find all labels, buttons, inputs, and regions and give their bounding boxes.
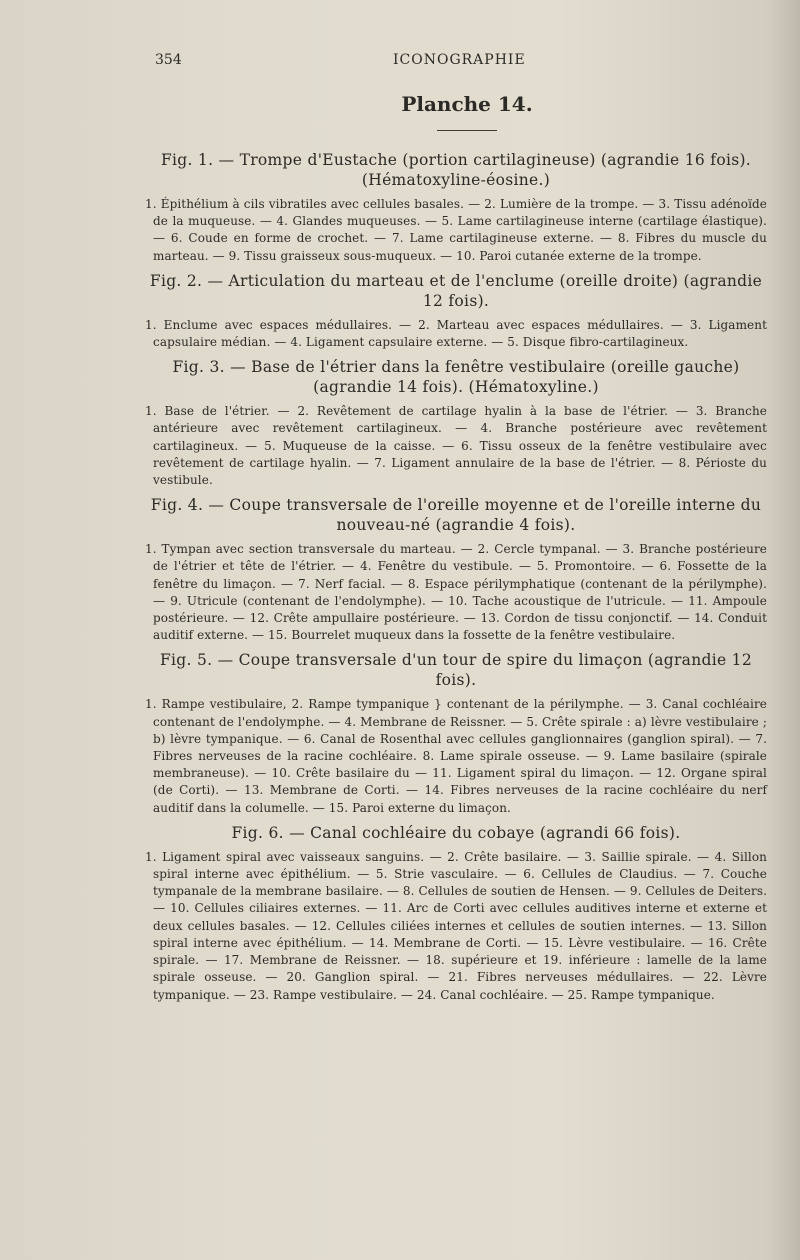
- title-divider: [437, 130, 497, 131]
- figure-heading: Fig. 4. — Coupe transversale de l'oreille moyenne et de l'oreille interne du nouveau-né (agrandie 4 fois).: [150, 496, 762, 535]
- figure-description: 1. Ligament spiral avec vaisseaux sanguins. — 2. Crête basilaire. — 3. Saillie spirale. — 4. Sillon spiral interne avec épithélium. — 5. Strie vasculaire. — 6. Cellules de Claudius. — 7. Couche tympanale de la membrane basilaire. — 8. Cellules de soutien de Hensen. — 9. Cellules de Deiters. — 10. Cellules ciliaires externes. — 11. Arc de Corti avec cellules auditives interne et externe et deux cellules basales. — 12. Cellules ciliées internes et cellules de soutien internes. — 13. Sillon spiral interne avec épithélium. — 14. Membrane de Corti. — 15. Lèvre vestibulaire. — 16. Crête spirale. — 17. Membrane de Reissner. — 18. supérieure et 19. inférieure : lamelle de la lame spirale osseuse. — 20. Ganglion spiral. — 21. Fibres nerveuses médullaires. — 22. Lèvre tympanique. — 23. Rampe vestibulaire. — 24. Canal cochléaire. — 25. Rampe tympanique.: [145, 849, 767, 1002]
- figure-heading: Fig. 1. — Trompe d'Eustache (portion cartilagineuse) (agrandie 16 fois). (Hématoxyline-éosine.): [160, 151, 752, 189]
- figure-description: 1. Rampe vestibulaire, 2. Rampe tympanique } contenant de la périlymphe. — 3. Canal cochléaire contenant de l'endolymphe. — 4. Membrane de Reissner. — 5. Crête spirale : a) lèvre vestibulaire ; b) lèvre tympanique. — 6. Canal de Rosenthal avec cellules ganglionnaires (ganglion spiral). — 7. Fibres nerveuses de la racine cochléaire. 8. Lame spirale osseuse. — 9. Lame basilaire (spirale membraneuse). — 10. Crête basilaire du — 11. Ligament spiral du limaçon. — 12. Organe spiral (de Corti). — 13. Membrane de Corti. — 14. Fibres nerveuses de la racine cochléaire du nerf auditif dans la columelle. — 15. Paroi externe du limaçon.: [145, 697, 767, 815]
- figure-legends: [145, 150, 767, 1010]
- figure-6-legend: [145, 823, 767, 1004]
- figure-2-legend: [145, 271, 767, 351]
- figure-4-legend: [145, 495, 767, 644]
- figure-heading: Fig. 3. — Base de l'étrier dans la fenêtre vestibulaire (oreille gauche) (agrandie 14 fois). (Hématoxyline.): [172, 358, 740, 397]
- figure-description: 1. Épithélium à cils vibratiles avec cellules basales. — 2. Lumière de la trompe. — 3. Tissu adénoïde de la muqueuse. — 4. Glandes muqueuses. — 5. Lame cartilagineuse interne (cartilage élastique). — 6. Coude en forme de crochet. — 7. Lame cartilagineuse externe. — 8. Fibres du muscle du marteau. — 9. Tissu graisseux sous-muqueux. — 10. Paroi cutanée externe de la trompe.: [145, 197, 767, 263]
- figure-description: 1. Base de l'étrier. — 2. Revêtement de cartilage hyalin à la base de l'étrier. — 3. Branche antérieure avec revêtement cartilagineux. — 4. Branche postérieure avec revêtement cartilagineux. — 5. Muqueuse de la caisse. — 6. Tissu osseux de la fenêtre vestibulaire avec revêtement de cartilage hyalin. — 7. Ligament annulaire de la base de l'étrier. — 8. Périoste du vestibule.: [145, 404, 767, 488]
- figure-heading: Fig. 6. — Canal cochléaire du cobaye (agrandi 66 fois).: [231, 823, 681, 842]
- figure-1-legend: [145, 150, 767, 265]
- figure-5-legend: [145, 650, 767, 816]
- page-number: 354: [155, 52, 182, 68]
- figure-heading: Fig. 2. — Articulation du marteau et de l'enclume (oreille droite) (agrandie 12 fois).: [149, 271, 763, 310]
- figure-3-legend: [145, 357, 767, 489]
- figure-description: 1. Tympan avec section transversale du marteau. — 2. Cercle tympanal. — 3. Branche postérieure de l'étrier et tête de l'étrier. — 4. Fenêtre du vestibule. — 5. Promontoire. — 6. Fossette de la fenêtre du limaçon. — 7. Nerf facial. — 8. Espace périlymphatique (contenant de la périlymphe). — 9. Utricule (contenant de l'endolymphe). — 10. Tache acoustique de l'utricule. — 11. Ampoule postérieure. — 12. Crête ampullaire postérieure. — 13. Cordon de tissu conjonctif. — 14. Conduit auditif externe. — 15. Bourrelet muqueux dans la fossette de la fenêtre vestibulaire.: [145, 542, 767, 643]
- running-title: ICONOGRAPHIE: [393, 52, 526, 68]
- figure-description: 1. Enclume avec espaces médullaires. — 2. Marteau avec espaces médullaires. — 3. Ligament capsulaire médian. — 4. Ligament capsulaire externe. — 5. Disque fibro-cartilagineux.: [145, 317, 767, 350]
- figure-heading: Fig. 5. — Coupe transversale d'un tour de spire du limaçon (agrandie 12 fois).: [159, 651, 752, 690]
- plate-title: Planche 14.: [401, 92, 533, 116]
